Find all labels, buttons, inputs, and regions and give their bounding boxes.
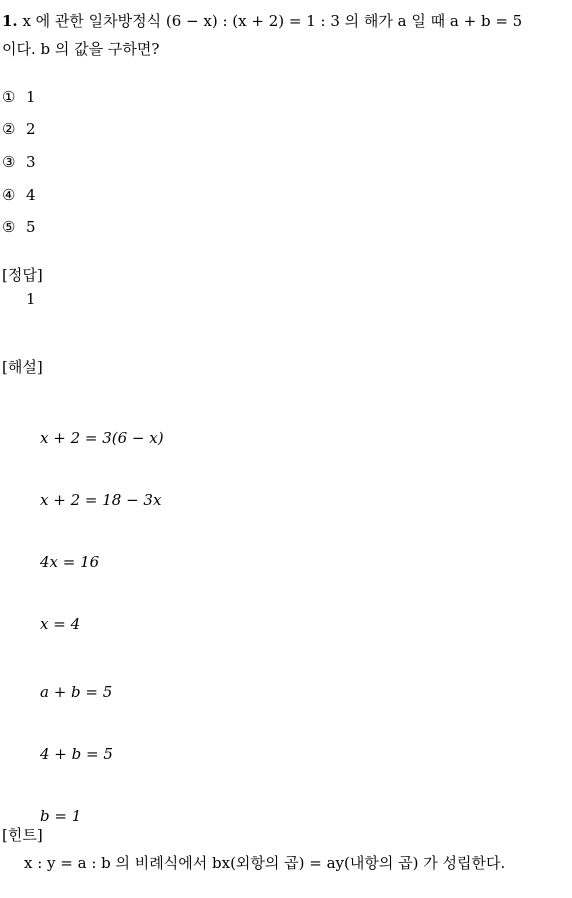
- choice-value: 4: [26, 186, 36, 204]
- choice-3[interactable]: [2, 153, 36, 171]
- choice-mark: ①: [2, 88, 16, 106]
- hint-text: x : y = a : b 의 비례식에서 bx(외항의 곱) = ay(내항의 곱) 가 성립한다.: [24, 854, 506, 872]
- choice-5[interactable]: [2, 218, 36, 236]
- solution-step: 4x = 16: [40, 553, 100, 571]
- choice-mark: ②: [2, 120, 16, 138]
- choice-4[interactable]: [2, 186, 36, 204]
- choice-mark: ④: [2, 186, 16, 204]
- solution-step: 4 + b = 5: [40, 745, 113, 763]
- solution-step: x + 2 = 18 − 3x: [40, 491, 162, 509]
- answer-label: [정답]: [2, 266, 43, 284]
- solution-label: [해설]: [2, 358, 43, 376]
- choice-value: 1: [26, 88, 36, 106]
- choice-1[interactable]: [2, 88, 36, 106]
- question-number: 1.: [2, 12, 18, 30]
- choice-value: 3: [26, 153, 36, 171]
- question-line-1: [2, 10, 522, 31]
- choice-value: 2: [26, 120, 36, 138]
- choice-mark: ③: [2, 153, 16, 171]
- solution-step: x + 2 = 3(6 − x): [40, 429, 164, 447]
- choice-mark: ⑤: [2, 218, 16, 236]
- choice-2[interactable]: [2, 120, 36, 138]
- hint-label: [힌트]: [2, 826, 43, 844]
- solution-step: a + b = 5: [40, 683, 113, 701]
- answer-value: 1: [26, 290, 36, 308]
- solution-step: x = 4: [40, 615, 81, 633]
- question-line-2: 이다. b 의 값을 구하면?: [2, 40, 160, 58]
- solution-step: b = 1: [40, 807, 82, 825]
- question-text-1: x 에 관한 일차방정식 (6 − x) : (x + 2) = 1 : 3 의 해가 a 일 때 a + b = 5: [22, 12, 523, 30]
- choice-value: 5: [26, 218, 36, 236]
